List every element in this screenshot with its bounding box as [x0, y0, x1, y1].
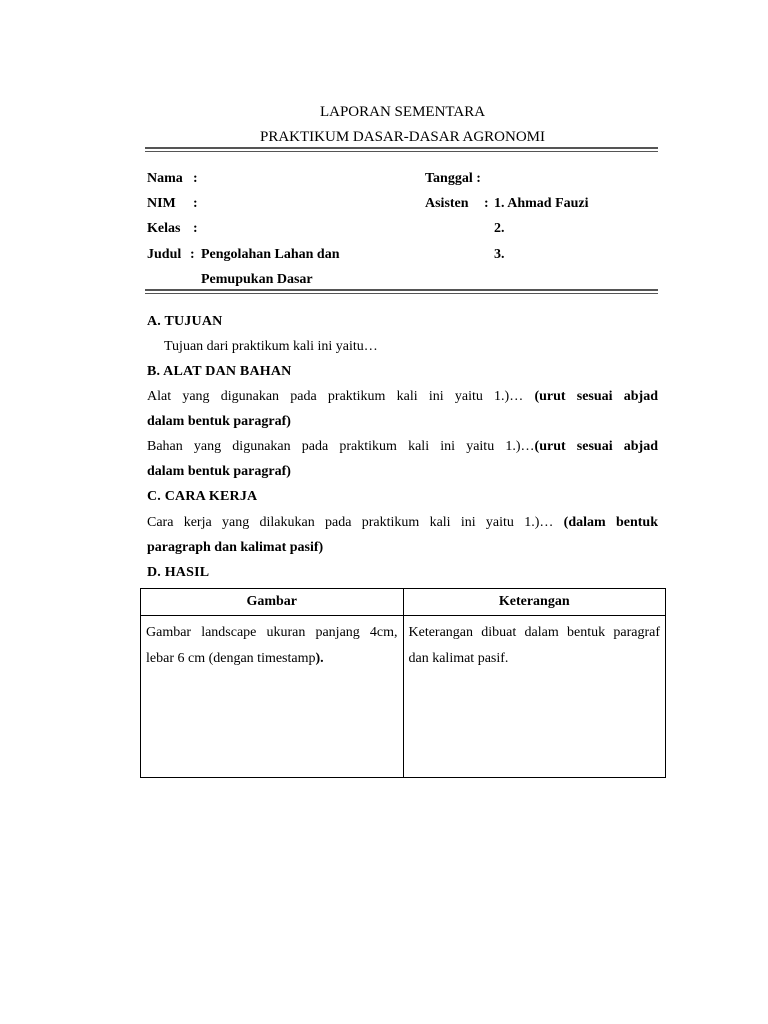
cara-kerja-heading: C. CARA KERJA [147, 489, 258, 504]
asisten-3: 3. [494, 247, 505, 262]
alat-bahan-heading: B. ALAT DAN BAHAN [147, 364, 292, 379]
bahan-note-line2: dalam bentuk paragraf) [147, 464, 291, 479]
kelas-colon: : [193, 221, 198, 236]
asisten-colon: : [484, 196, 489, 211]
nama-label: Nama [147, 171, 183, 186]
gambar-cell [141, 616, 404, 778]
column-header-gambar: Gambar [141, 589, 404, 616]
tanggal-label: Tanggal : [425, 171, 481, 186]
asisten-2: 2. [494, 221, 505, 236]
judul-colon: : [190, 247, 195, 262]
nim-colon: : [193, 196, 198, 211]
column-header-keterangan: Keterangan [403, 589, 666, 616]
judul-label: Judul [147, 247, 182, 262]
alat-text-line1 [147, 389, 658, 405]
kelas-label: Kelas [147, 221, 181, 236]
cara-text: Cara kerja yang dilakukan pada praktikum kali ini yaitu 1.)… [147, 515, 554, 530]
bahan-note: (urut sesuai abjad [534, 439, 658, 454]
hasil-heading: D. HASIL [147, 565, 210, 580]
asisten-label: Asisten [425, 196, 469, 211]
gambar-cell-text: Gambar landscape ukuran panjang 4cm, lebar 6 cm (dengan timestamp [146, 625, 398, 666]
cara-note: (dalam bentuk [563, 515, 658, 530]
gambar-cell-end: ). [315, 651, 324, 666]
alat-note: (urut sesuai abjad [534, 389, 658, 404]
report-subtitle: PRAKTIKUM DASAR-DASAR AGRONOMI [259, 129, 546, 145]
bahan-text-line1 [147, 439, 658, 455]
hasil-table [140, 588, 666, 778]
tujuan-text: Tujuan dari praktikum kali ini yaitu… [164, 339, 378, 354]
alat-text: Alat yang digunakan pada praktikum kali ini yaitu 1.)… [147, 389, 524, 404]
judul-value-line1: Pengolahan Lahan dan [201, 247, 340, 262]
bahan-text: Bahan yang digunakan pada praktikum kali ini yaitu 1.)… [147, 439, 535, 454]
tujuan-heading: A. TUJUAN [147, 314, 223, 329]
asisten-1: 1. Ahmad Fauzi [494, 196, 589, 211]
table-row [141, 616, 666, 778]
keterangan-cell: Keterangan dibuat dalam bentuk paragraf dan kalimat pasif. [403, 616, 666, 778]
nim-label: NIM [147, 196, 176, 211]
identity-rule-top [145, 289, 658, 291]
alat-note-line2: dalam bentuk paragraf) [147, 414, 291, 429]
cara-note-line2: paragraph dan kalimat pasif) [147, 540, 324, 555]
header-rule-top [145, 147, 658, 149]
identity-rule-bottom [145, 293, 658, 294]
header-rule-bottom [145, 151, 658, 152]
judul-value-line2: Pemupukan Dasar [201, 272, 313, 287]
hasil-table-header-row [141, 589, 666, 616]
cara-text-line1 [147, 515, 658, 531]
nama-colon: : [193, 171, 198, 186]
report-title: LAPORAN SEMENTARA [319, 104, 486, 120]
